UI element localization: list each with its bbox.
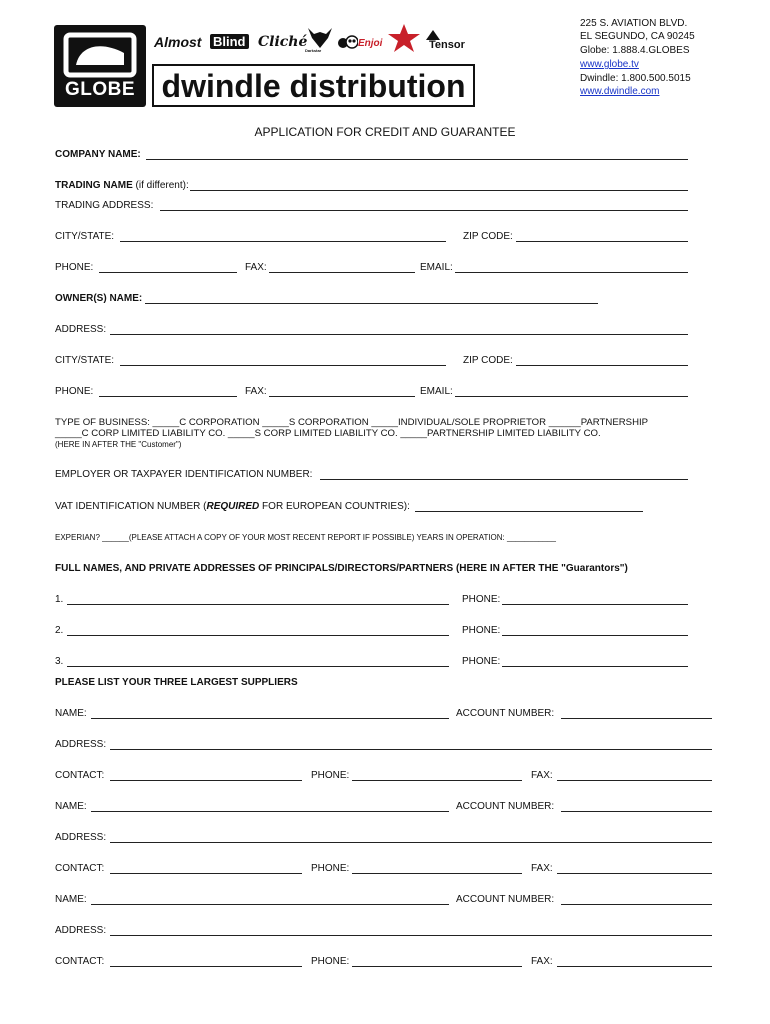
brand-darkstar-logo: Darkstar [305, 48, 322, 53]
trading-name-bold: TRADING NAME [55, 180, 133, 191]
zip-code-field[interactable] [516, 241, 688, 242]
email-label: EMAIL: [420, 262, 453, 273]
experian-line: EXPERIAN? ______(PLEASE ATTACH A COPY OF YOUR MOST RECENT REPORT IF POSSIBLE) YEARS IN OPERATION: ___________ [55, 533, 556, 542]
darkstar-skull-icon [306, 22, 334, 50]
vat-required: REQUIRED [206, 501, 260, 512]
trading-name-rest: (if different): [132, 180, 189, 191]
supplier-3-name-label: NAME: [55, 894, 87, 905]
owner-address-label: ADDRESS: [55, 324, 107, 335]
supplier-1-address-label: ADDRESS: [55, 739, 107, 750]
dwindle-logo [152, 64, 475, 107]
principal-1-phone-field[interactable] [502, 604, 688, 605]
email-field[interactable] [455, 272, 688, 273]
globe-phone: Globe: 1.888.4.GLOBES [580, 45, 690, 56]
supplier-1-account-label: ACCOUNT NUMBER: [456, 708, 555, 719]
owner-email-label: EMAIL: [420, 386, 453, 397]
supplier-2-phone-label: PHONE: [311, 863, 350, 874]
supplier-1-contact-field[interactable] [110, 780, 302, 781]
owner-fax-label: FAX: [245, 386, 267, 397]
employer-id-label: EMPLOYER OR TAXPAYER IDENTIFICATION NUMBER: [55, 469, 313, 480]
brand-cliche-logo: Cliché [258, 34, 308, 50]
trading-address-field[interactable] [160, 210, 688, 211]
supplier-2-address-field[interactable] [110, 842, 712, 843]
supplier-2-fax-label: FAX: [531, 863, 553, 874]
supplier-1-name-field[interactable] [91, 718, 449, 719]
supplier-1-phone-label: PHONE: [311, 770, 350, 781]
supplier-3-contact-label: CONTACT: [55, 956, 105, 967]
principal-2-phone-label: PHONE: [462, 625, 501, 636]
owner-city-state-label: CITY/STATE: [55, 355, 115, 366]
globe-logo-text: GLOBE [64, 79, 136, 100]
principal-1-phone-label: PHONE: [462, 594, 501, 605]
owners-name-label: OWNER(S) NAME: [55, 293, 143, 304]
supplier-3-phone-label: PHONE: [311, 956, 350, 967]
dwindle-phone: Dwindle: 1.800.500.5015 [580, 73, 691, 84]
vat-label [55, 501, 410, 513]
supplier-3-account-field[interactable] [561, 904, 712, 905]
fax-label: FAX: [245, 262, 267, 273]
supplier-2-fax-field[interactable] [557, 873, 712, 874]
principal-1-number: 1. [55, 594, 64, 605]
enjoi-panda-icon [336, 34, 358, 50]
supplier-1-phone-field[interactable] [352, 780, 522, 781]
zip-code-label: ZIP CODE: [463, 231, 513, 242]
dwindle-link[interactable]: www.dwindle.com [580, 86, 660, 97]
owner-zip-code-field[interactable] [516, 365, 688, 366]
trading-address-label: TRADING ADDRESS: [55, 200, 154, 211]
customer-note: (HERE IN AFTER THE "Customer") [55, 440, 182, 449]
form-title: APPLICATION FOR CREDIT AND GUARANTEE [254, 125, 516, 139]
supplier-2-contact-field[interactable] [110, 873, 302, 874]
supplier-2-name-label: NAME: [55, 801, 87, 812]
trading-name-label [55, 180, 189, 192]
supplier-3-contact-field[interactable] [110, 966, 302, 967]
address-line-1: 225 S. AVIATION BLVD. [580, 18, 688, 29]
vat-suffix: FOR EUROPEAN COUNTRIES): [259, 501, 410, 512]
employer-id-field[interactable] [320, 479, 688, 480]
owners-name-field[interactable] [145, 303, 598, 304]
supplier-1-fax-field[interactable] [557, 780, 712, 781]
principal-2-number: 2. [55, 625, 64, 636]
fax-field[interactable] [269, 272, 415, 273]
supplier-2-name-field[interactable] [91, 811, 449, 812]
owner-city-state-field[interactable] [120, 365, 446, 366]
supplier-2-account-field[interactable] [561, 811, 712, 812]
supplier-2-address-label: ADDRESS: [55, 832, 107, 843]
supplier-1-fax-label: FAX: [531, 770, 553, 781]
principal-1-field[interactable] [67, 604, 449, 605]
supplier-1-address-field[interactable] [110, 749, 712, 750]
owner-fax-field[interactable] [269, 396, 415, 397]
city-state-field[interactable] [120, 241, 446, 242]
supplier-2-account-label: ACCOUNT NUMBER: [456, 801, 555, 812]
owner-address-field[interactable] [110, 334, 688, 335]
supplier-2-phone-field[interactable] [352, 873, 522, 874]
principal-3-phone-field[interactable] [502, 666, 688, 667]
principal-3-field[interactable] [67, 666, 449, 667]
supplier-1-contact-label: CONTACT: [55, 770, 105, 781]
supplier-3-address-label: ADDRESS: [55, 925, 107, 936]
owner-phone-label: PHONE: [55, 386, 94, 397]
globe-link[interactable]: www.globe.tv [580, 59, 639, 70]
vat-field[interactable] [415, 511, 643, 512]
principal-2-field[interactable] [67, 635, 449, 636]
supplier-3-address-field[interactable] [110, 935, 712, 936]
supplier-3-account-label: ACCOUNT NUMBER: [456, 894, 555, 905]
owner-phone-field[interactable] [99, 396, 237, 397]
owner-email-field[interactable] [455, 396, 688, 397]
principals-heading: FULL NAMES, AND PRIVATE ADDRESSES OF PRINCIPALS/DIRECTORS/PARTNERS (HERE IN AFTER THE "Guarantors") [55, 563, 628, 574]
dwindle-logo-text: dwindle distribution [161, 68, 466, 104]
phone-field[interactable] [99, 272, 237, 273]
city-state-label: CITY/STATE: [55, 231, 115, 242]
supplier-3-fax-label: FAX: [531, 956, 553, 967]
principal-3-phone-label: PHONE: [462, 656, 501, 667]
owner-zip-code-label: ZIP CODE: [463, 355, 513, 366]
star-badge-icon [387, 23, 421, 53]
supplier-1-name-label: NAME: [55, 708, 87, 719]
principal-3-number: 3. [55, 656, 64, 667]
address-line-2: EL SEGUNDO, CA 90245 [580, 31, 695, 42]
supplier-3-phone-field[interactable] [352, 966, 522, 967]
supplier-3-name-field[interactable] [91, 904, 449, 905]
principal-2-phone-field[interactable] [502, 635, 688, 636]
supplier-1-account-field[interactable] [561, 718, 712, 719]
suppliers-heading: PLEASE LIST YOUR THREE LARGEST SUPPLIERS [55, 677, 298, 688]
globe-logo [54, 25, 146, 107]
business-type-line-1: TYPE OF BUSINESS: _____C CORPORATION _____S CORPORATION _____INDIVIDUAL/SOLE PROPRIETOR ______PARTNERSHIP [55, 417, 649, 428]
vat-prefix: VAT IDENTIFICATION NUMBER ( [55, 501, 207, 512]
phone-label: PHONE: [55, 262, 94, 273]
brand-tensor-logo: Tensor [429, 39, 465, 51]
supplier-3-fax-field[interactable] [557, 966, 712, 967]
trading-name-field[interactable] [190, 190, 688, 191]
company-name-field[interactable] [146, 159, 688, 160]
brand-blind-logo: Blind [210, 34, 249, 49]
business-type-line-2: _____C CORP LIMITED LIABILITY CO. _____S CORP LIMITED LIABILITY CO. _____PARTNERSHIP LIMITED LIABILITY CO. [55, 428, 601, 439]
supplier-2-contact-label: CONTACT: [55, 863, 105, 874]
brand-enjoi-logo: Enjoi [358, 38, 383, 49]
brand-almost-logo: Almost [154, 34, 202, 50]
globe-mark-icon [62, 31, 138, 79]
company-name-label: COMPANY NAME: [55, 149, 141, 160]
